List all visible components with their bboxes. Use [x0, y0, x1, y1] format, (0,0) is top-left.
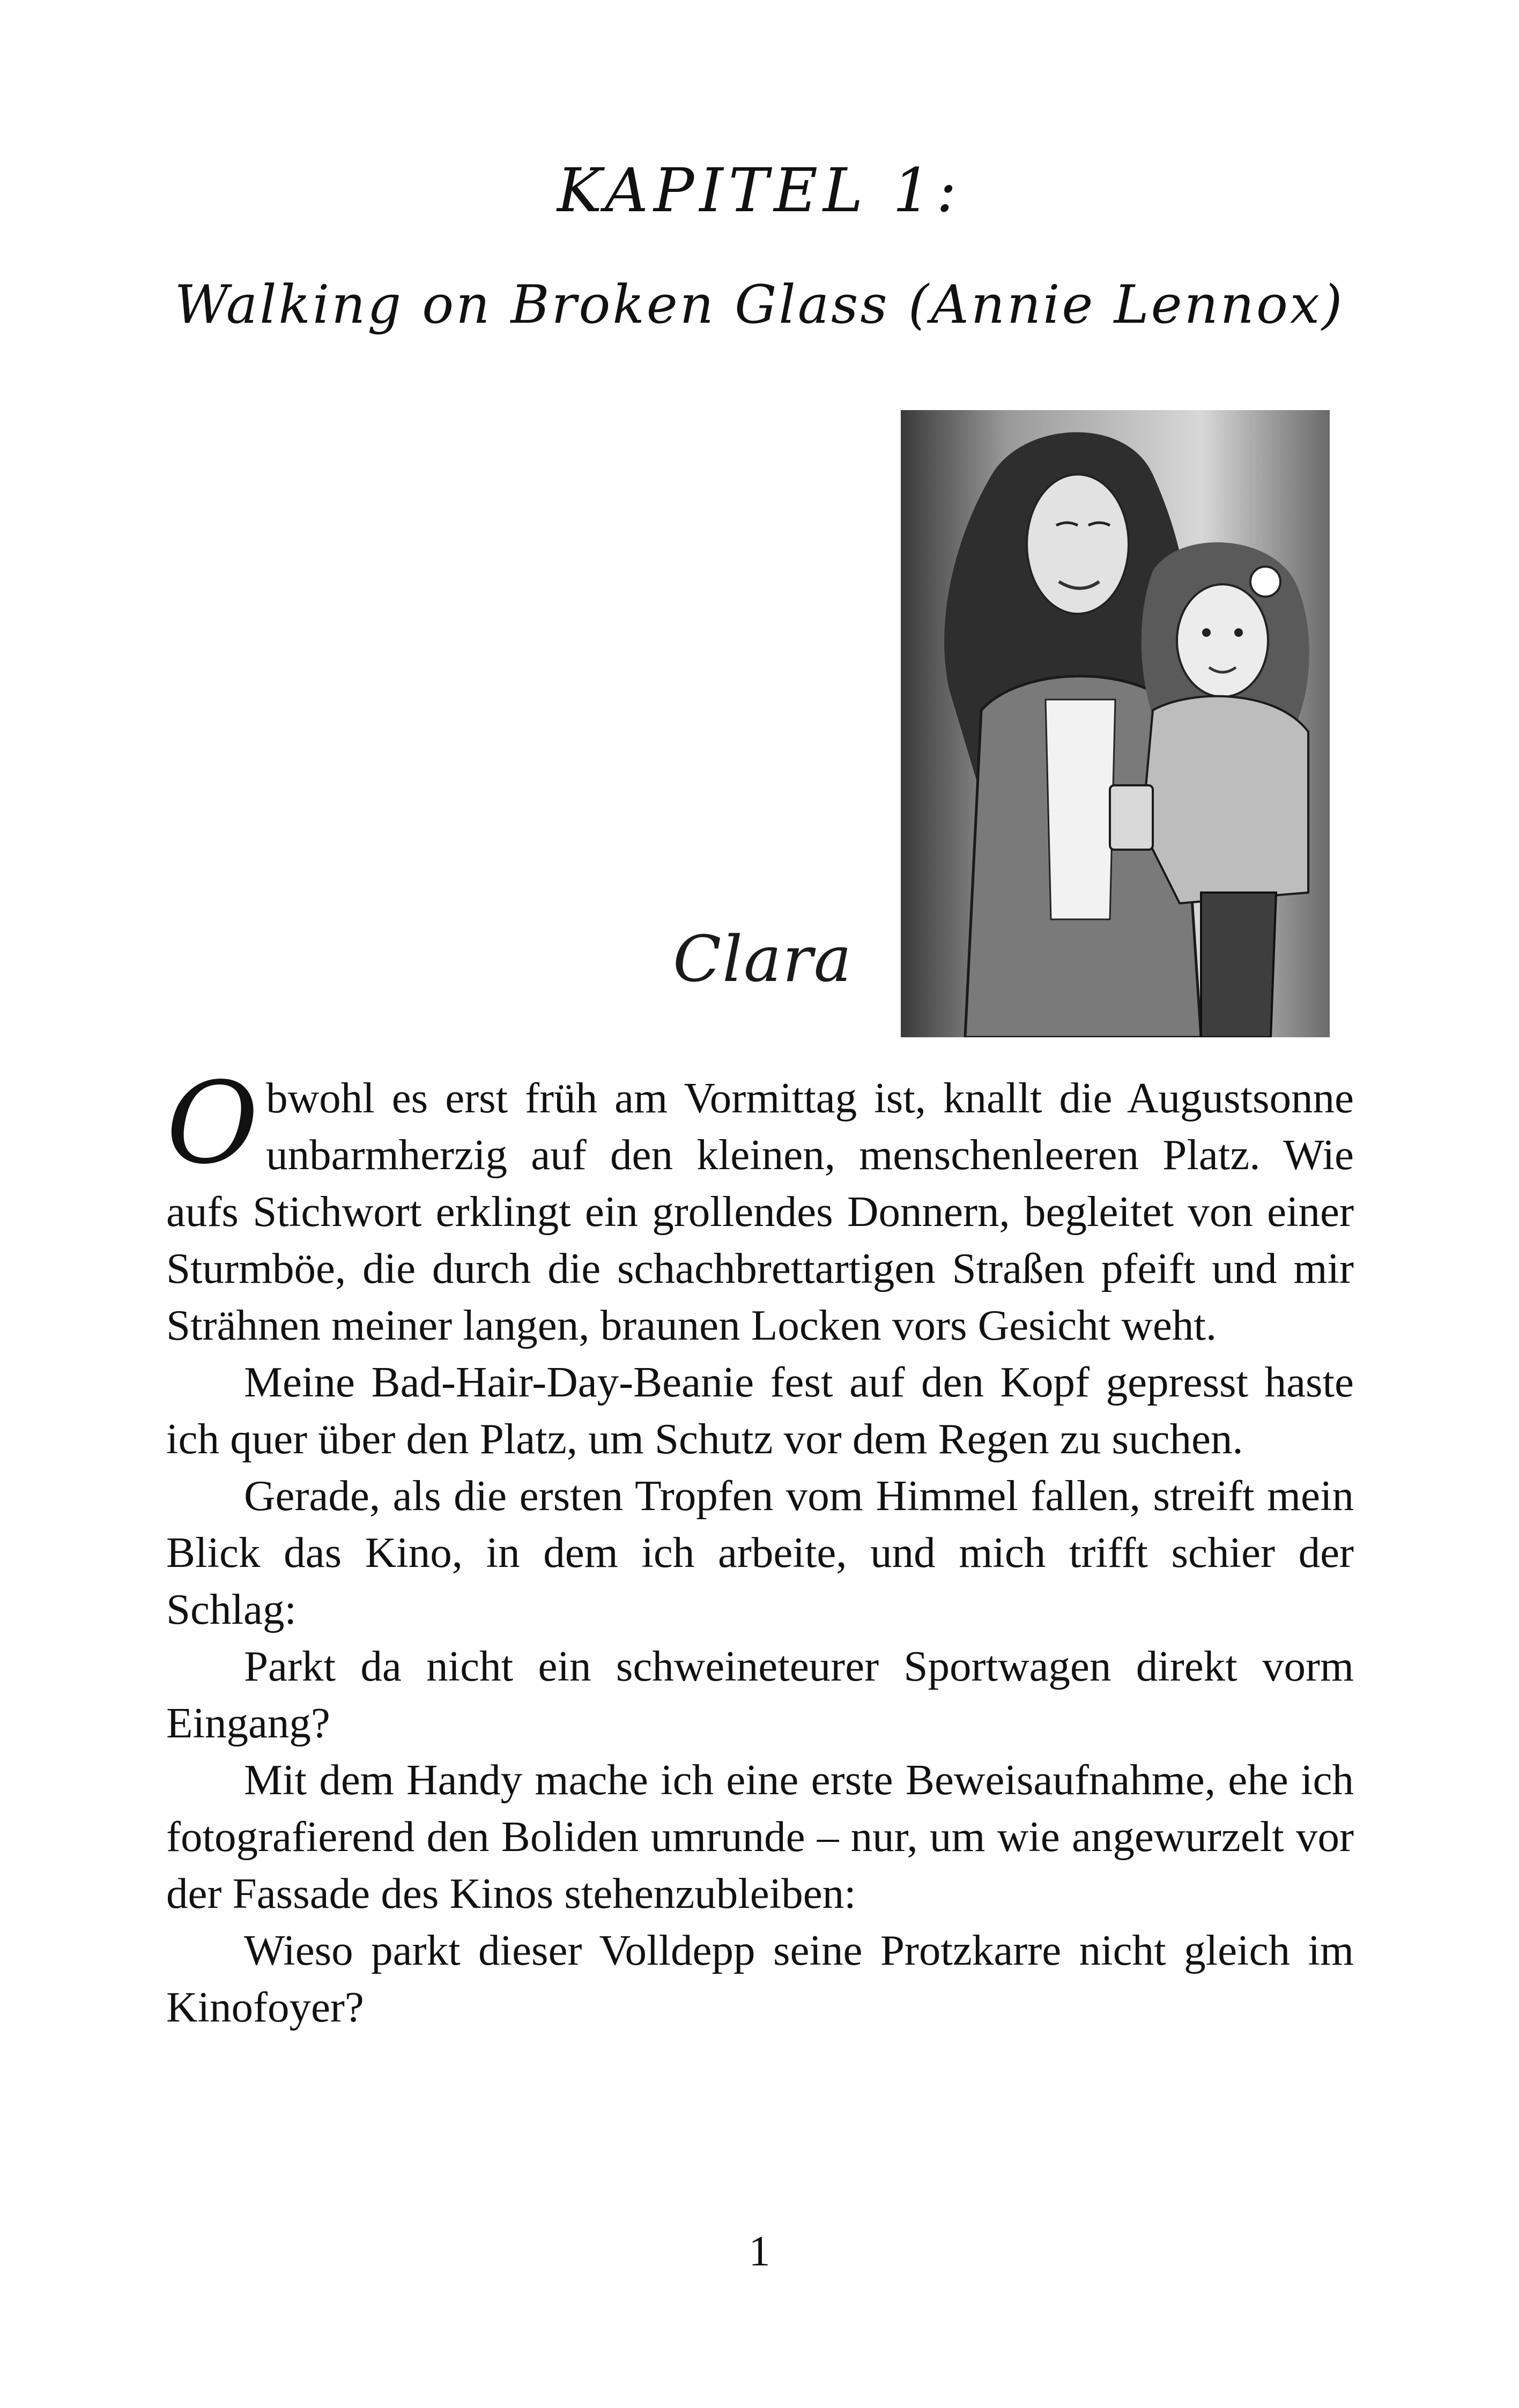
paragraph-4: Parkt da nicht ein schweineteurer Sportwagen direkt vorm Eingang? [166, 1642, 1354, 1747]
chapter-song-title: Walking on Broken Glass (Annie Lennox) [174, 274, 1345, 336]
paragraph-1-text: bwohl es erst früh am Vormittag ist, knallt die Augustsonne unbarmherzig auf den kleinen, menschenleeren Platz. Wie aufs Stichwort erklingt ein grollendes Donnern, begleitet von einer Sturmböe, die durch die schachbrettartigen Straßen pfeift und mir Strähnen meiner langen, braunen Locken vors Gesicht weht. [166, 1074, 1354, 1349]
paragraph-3: Gerade, als die ersten Tropfen vom Himmel fallen, streift mein Blick das Kino, in dem ich arbeite, und mich trifft schier der Schlag: [166, 1471, 1354, 1633]
signature-clara: Clara [673, 922, 853, 996]
story-text [166, 1058, 1354, 2035]
chapter-heading: KAPITEL 1: [557, 156, 962, 226]
page-number: 1 [749, 2228, 770, 2275]
paragraph-6: Wieso parkt dieser Volldepp seine Protzkarre nicht gleich im Kinofoyer? [166, 1926, 1354, 2031]
paragraph-2: Meine Bad-Hair-Day-Beanie fest auf den Kopf gepresst haste ich quer über den Platz, um Schutz vor dem Regen zu suchen. [166, 1358, 1354, 1463]
paragraph-5: Mit dem Handy mache ich eine erste Beweisaufnahme, ehe ich fotografierend den Boliden umrunde – nur, um wie angewurzelt vor der Fassade des Kinos stehenzubleiben: [166, 1756, 1354, 1918]
portrait-drawing [901, 410, 1330, 1037]
dropcap-letter: O [166, 1058, 259, 1189]
paragraph-1 [166, 1058, 1354, 1354]
portrait-illustration [901, 410, 1330, 1037]
